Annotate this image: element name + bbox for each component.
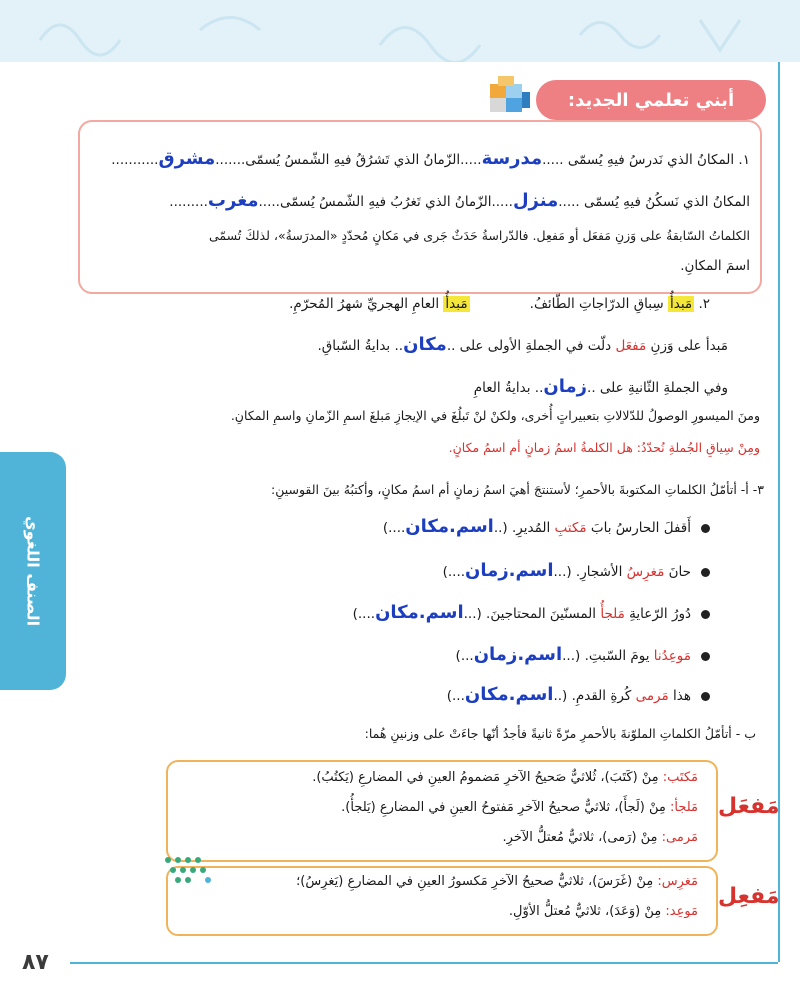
s3-item-answer: اسم.زمان xyxy=(465,560,554,581)
mafil-desc: مِنْ (غَرَسَ)، ثلاثيٌّ صحيحُ الآخرِ مَكسورُ العينِ في المضارعِ (يَغرِسُ)؛ xyxy=(296,874,654,889)
bullet-icon xyxy=(701,524,710,533)
mafil-line-2 xyxy=(509,904,698,919)
answer-manzil: منزل xyxy=(512,190,559,211)
s3-item-post: كُرةِ القدمِ. (.. xyxy=(553,688,632,704)
cubes-icon xyxy=(488,74,532,114)
s3-part-b: ب - أتأمّلُ الكلماتِ الملوّنةَ بالأحمرِ مرّةً ثانيةً فأجدُ أنّها جاءَتْ على وزنينِ هُما: xyxy=(364,726,756,741)
s3-item-2 xyxy=(443,560,710,581)
mafil-box xyxy=(166,866,718,936)
s3-item-answer: اسم.مكان xyxy=(464,684,554,705)
box1-line4: اسمَ المكانِ. xyxy=(680,258,750,274)
mafil-desc: مِنْ (وَعَدَ)، ثلاثيٌّ مُعتلُّ الأوّلِ. xyxy=(508,904,662,919)
mafal-line-1 xyxy=(312,770,698,785)
bullet-icon xyxy=(701,568,710,577)
s3-item-post: المسنّينَ المحتاجينَ. (... xyxy=(463,606,597,622)
s3-item-3 xyxy=(353,602,710,623)
s3-item-end: ....) xyxy=(352,606,376,622)
s3-item-red: مَلجأُ xyxy=(600,606,625,622)
s2-line-b xyxy=(474,376,728,397)
mafil-word: مَوعِد: xyxy=(665,904,698,919)
s3-item-pre: هذا xyxy=(673,688,691,704)
mafal-word: مَلجأ: xyxy=(670,800,698,815)
bullet-icon xyxy=(701,610,710,619)
mafal-line-3 xyxy=(503,830,698,845)
s3-item-pre: حانَ xyxy=(668,564,691,580)
s2-line-a xyxy=(317,334,728,355)
answer-madrasa: مدرسة xyxy=(481,148,543,169)
s2-line-b-2: .. بدايةُ العامِ xyxy=(473,380,544,396)
box1-line2 xyxy=(169,190,750,211)
s2-number: ٢. xyxy=(698,296,710,312)
mafal-desc: مِنْ (كَتَبَ)، ثُلاثيٌّ صَحيحُ الآخرِ مَضمومُ العينِ في المضارعِ (يَكتُبُ). xyxy=(312,770,659,785)
s3-item-pre: دُورُ الرّعايةِ xyxy=(629,606,691,622)
s3-item-red: مَرمى xyxy=(635,688,669,704)
page-number: ٨٧ xyxy=(22,950,49,975)
s3-item-5 xyxy=(447,684,710,705)
mafal-box xyxy=(166,760,718,862)
calligraphy-pattern xyxy=(0,0,800,62)
mafal-label: مَفعَل xyxy=(718,794,780,819)
s3-item-end: ...) xyxy=(446,688,465,704)
mafal-desc: مِنْ (رَمى)، ثلاثيٌّ مُعتلُّ الآخرِ. xyxy=(502,830,658,845)
mafil-line-1 xyxy=(296,874,698,889)
s3-item-end: ....) xyxy=(442,564,466,580)
answer-zaman: زمان xyxy=(543,376,588,397)
s3-item-post: الأشجارِ. (... xyxy=(553,564,623,580)
s2-line-a-2: دلّت في الجملةِ الأولى على .. xyxy=(446,338,612,354)
mafal-word: مَرمى: xyxy=(661,830,698,845)
s2-line-a-1: مَبدأ على وَزنِ xyxy=(650,338,728,354)
mafal-desc: مِنْ (لَجأَ)، ثلاثيٌّ صحيحُ الآخرِ مَفتوحُ العينِ في المضارعِ (يَلجأُ). xyxy=(341,800,666,815)
mafal-word: مَكتَب: xyxy=(662,770,698,785)
bullet-icon xyxy=(701,652,710,661)
s3-item-answer: اسم.زمان xyxy=(473,644,563,665)
box1-line1-text-a: ١. المكانُ الذي نَدرسُ فيهِ يُسمّى ..... xyxy=(542,152,750,168)
ministry-logo-dots-icon xyxy=(160,852,216,892)
s3-item-end: ...) xyxy=(455,648,474,664)
side-tab-label: الصنف اللغوي xyxy=(23,515,43,627)
s3-item-red: مَوعِدُنا xyxy=(653,648,691,664)
s3-item-red: مَغرِسُ xyxy=(626,564,665,580)
s3-item-answer: اسم.مكان xyxy=(405,516,494,537)
s3-item-4 xyxy=(456,644,710,665)
s2-line-d: ومِنْ سِياقِ الجُملةِ نُحدّدُ: هل الكلمةُ اسمُ زمانٍ أم اسمُ مكانٍ. xyxy=(448,440,760,455)
answer-makan: مكان xyxy=(403,334,447,355)
s3-item-red: مَكتبِ xyxy=(554,520,587,536)
box1-line3: الكلماتُ السّابقةُ على وَزنِ مَفعَل أو مَفعِل. فالدّراسةُ حَدَثٌ جَرى في مَكانٍ مُحدّدٍ «المدرَسةُ»، لذلكَ تُسمّى xyxy=(208,228,750,243)
box1-line2-text-c: ......... xyxy=(169,194,208,210)
section-header: أبني تعلمي الجديد: xyxy=(536,80,766,120)
s2-line-c: ومنَ الميسورِ الوصولُ للدّلالاتِ بتعبيراتٍ أُخرى، ولكنْ لنْ تَبلُغَ في الإيجازِ مَبلغَ اسمِ الزّمانِ واسمِ المكانِ. xyxy=(230,408,760,423)
box1-line1-text-b: .....الزّمانُ الذي تَشرُقُ فيهِ الشّمسُ يُسمّى....... xyxy=(215,152,482,168)
bullet-icon xyxy=(701,692,710,701)
s3-item-answer: اسم.مكان xyxy=(375,602,464,623)
side-tab xyxy=(0,452,66,690)
s3-item-post: يومَ السّبتِ. (... xyxy=(562,648,650,664)
box1-line2-text-a: المكانُ الذي نَسكُنُ فيهِ يُسمّى ..... xyxy=(558,194,750,210)
s2-line-a-red: مَفعَل xyxy=(615,338,647,354)
s3-item-1 xyxy=(383,516,710,537)
box1-line2-text-b: .....الزّمانُ الذي تَغرُبُ فيهِ الشّمسُ يُسمّى..... xyxy=(258,194,513,210)
s2-highlight-1: مَبدأُ xyxy=(669,296,693,312)
answer-mashriq: مشرق xyxy=(158,148,216,169)
answer-maghrib: مغرب xyxy=(207,190,259,211)
s3-item-end: ....) xyxy=(382,520,406,536)
mafil-word: مَغرِس: xyxy=(657,874,698,889)
top-decor-band xyxy=(0,0,800,62)
box1-line1-text-c: ........... xyxy=(111,152,159,168)
s2-example-1: سِباقِ الدرّاجاتِ الطّائفُ. xyxy=(529,296,664,312)
s2-line-examples xyxy=(289,296,710,312)
mafal-line-2 xyxy=(341,800,698,815)
s3-instruction: ٣- أ- أتأمّلُ الكلماتِ المكتوبةَ بالأحمرِ؛ لأستنتجَ أهيَ اسمُ زمانٍ أم اسمُ مكانٍ، وأكتبُهُ بينَ القوسينِ: xyxy=(271,482,764,497)
s2-highlight-2: مَبدأُ xyxy=(445,296,468,312)
box1-line1 xyxy=(111,148,750,169)
s2-line-a-3: .. بدايةُ السّباقِ. xyxy=(317,338,404,354)
mafil-label: مَفعِل xyxy=(718,884,780,909)
footer-line xyxy=(70,962,778,964)
s2-example-2: العامِ الهجريِّ شهرُ المُحرّمِ. xyxy=(289,296,440,312)
s2-line-b-1: وفي الجملةِ الثّانيةِ على .. xyxy=(587,380,728,396)
s3-item-pre: أَقفلَ الحارسُ بابَ xyxy=(590,520,691,536)
s3-item-post: المُديرِ. (.. xyxy=(493,520,551,536)
